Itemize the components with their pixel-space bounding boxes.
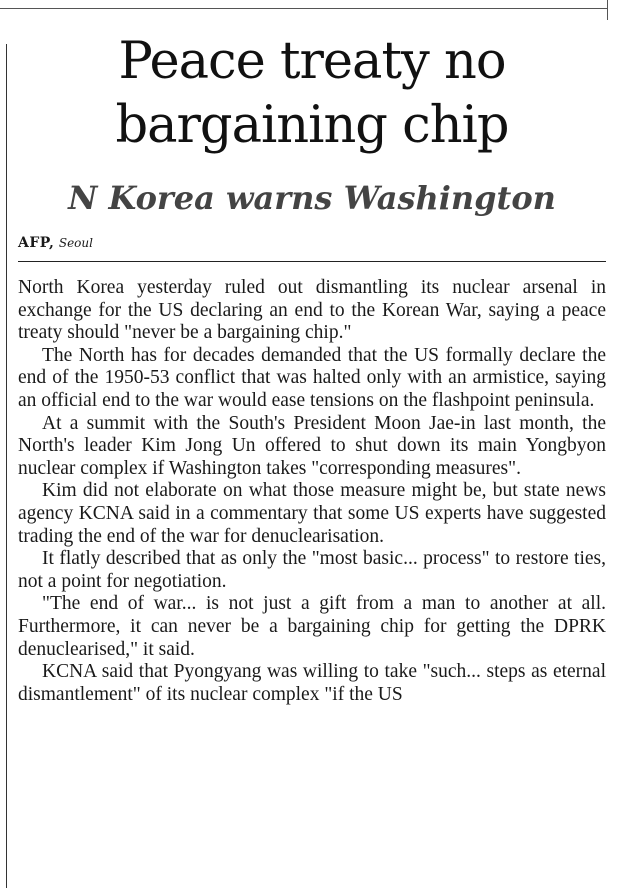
- headline: [18, 30, 606, 158]
- paragraph-7: KCNA said that Pyongyang was willing to take "such... steps as eternal dismantlement" of its nuclear complex "if the US: [18, 661, 606, 705]
- paragraph-5: It flatly described that as only the "most basic... process" to restore ties, not a point for negotiation.: [18, 548, 606, 592]
- subheadline: N Korea warns Washington: [68, 179, 556, 217]
- article-body: [18, 277, 606, 706]
- headline-line-1: Peace treaty no: [118, 32, 506, 91]
- column-left-rule: [6, 44, 7, 888]
- byline-divider: [18, 261, 606, 262]
- byline-location: Seoul: [58, 236, 93, 250]
- byline-agency: AFP,: [18, 235, 55, 251]
- paragraph-3: At a summit with the South's President Moon Jae-in last month, the North's leader Kim Jong Un offered to shut down its main Yongbyon nuclear complex if Washington takes "corresponding measures".: [18, 412, 606, 479]
- top-right-rule: [607, 0, 608, 20]
- paragraph-6: "The end of war... is not just a gift from a man to another at all. Furthermore, it can never be a bargaining chip for getting the DPRK denuclearised," it said.: [18, 593, 606, 660]
- paragraph-2: The North has for decades demanded that the US formally declare the end of the 1950-53 conflict that was halted only with an armistice, saying an official end to the war would ease tensions on the flashpoint peninsula.: [18, 344, 606, 411]
- top-rule: [0, 8, 608, 9]
- paragraph-1: North Korea yesterday ruled out dismantling its nuclear arsenal in exchange for the US declaring an end to the Korean War, saying a peace treaty should "never be a bargaining chip.": [18, 277, 606, 344]
- paragraph-4: Kim did not elaborate on what those measure might be, but state news agency KCNA said in a commentary that some US experts have suggested trading the end of the war for denuclearisation.: [18, 480, 606, 547]
- headline-line-2: bargaining chip: [115, 96, 509, 155]
- byline: [18, 233, 606, 253]
